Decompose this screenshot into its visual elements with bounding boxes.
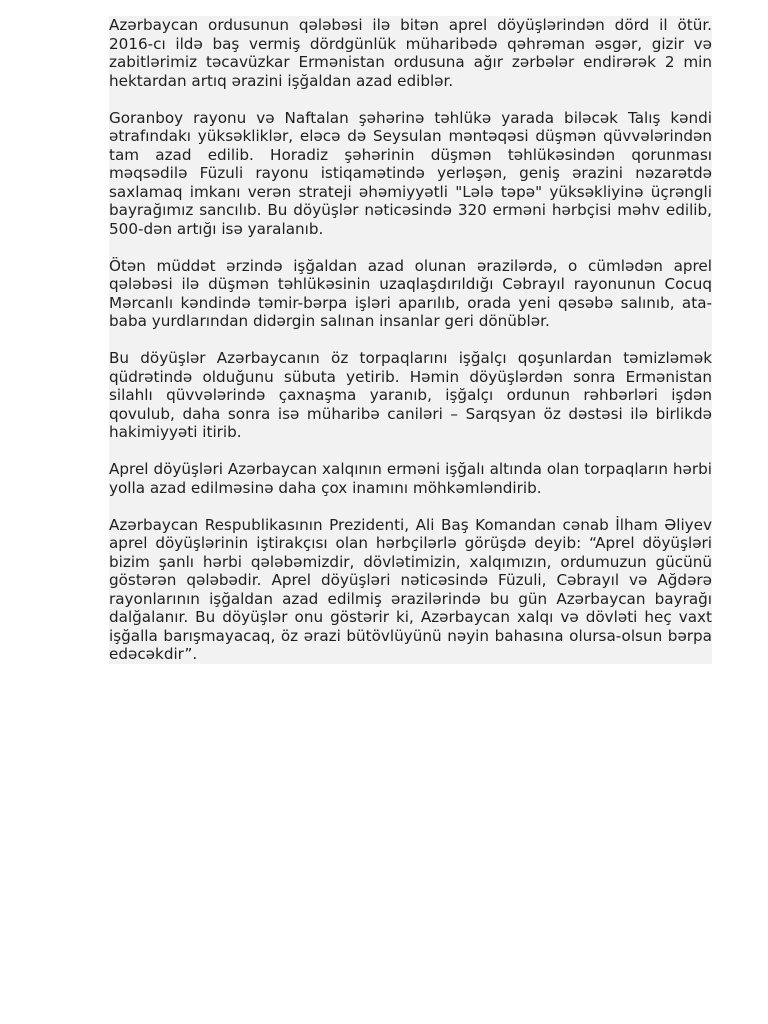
paragraph-4: Bu döyüşlər Azərbaycanın öz torpaqlarını işğalçı qoşunlardan təmizləmək qüdrətində olduğunu sübuta yetirib. Həmin döyüşlərdən sonra Ermənistan silahlı qüvvələrində çaxnaşma yaranıb, işğalçı ordunun rəhbərləri işdən qovulub, daha sonra isə müharibə caniləri – Sarqsyan öz dəstəsi ilə birlikdə hakimiyyəti itirib.: [109, 349, 712, 441]
paragraph-3: Ötən müddət ərzində işğaldan azad olunan ərazilərdə, o cümlədən aprel qələbəsi ilə düşmən təhlükəsinin uzaqlaşdırıldığı Cəbrayıl rayonunun Cocuq Mərcanlı kəndində təmir-bərpa işləri aparılıb, orada yeni qəsəbə salınıb, ata-baba yurdlarından didərgin salınan insanlar geri dönüblər.: [109, 256, 712, 330]
paragraph-2: Goranboy rayonu və Naftalan şəhərinə təhlükə yarada biləcək Talış kəndi ətrafındakı yüksəkliklər, eləcə də Seysulan məntəqəsi düşmən qüvvələrindən tam azad edilib. Horadiz şəhərinin düşmən təhlükəsindən qorunması məqsədilə Füzuli rayonu istiqamətində yerləşən, geniş ərazini nəzarətdə saxlamaq imkanı verən strateji əhəmiyyətli "Lələ təpə" yüksəkliyinə üçrəngli bayrağımız sancılıb. Bu döyüşlər nəticəsində 320 erməni hərbçisi məhv edilib, 500-dən artığı isə yaralanıb.: [109, 108, 712, 238]
paragraph-6: Azərbaycan Respublikasının Prezidenti, Ali Baş Komandan cənab İlham Əliyev aprel döyüşlərinin iştirakçısı olan hərbçilərlə görüşdə deyib: “Aprel döyüşləri bizim şanlı hərbi qələbəmizdir, dövlətimizin, xalqımızın, ordumuzun gücünü göstərən qələbədir. Aprel döyüşləri nəticəsində Füzuli, Cəbrayıl və Ağdərə rayonlarının işğaldan azad edilmiş ərazilərində bu gün Azərbaycan bayrağı dalğalanır. Bu döyüşlər onu göstərir ki, Azərbaycan xalqı və dövləti heç vaxt işğalla barışmayacaq, öz ərazi bütövlüyünü nəyin bahasına olursa-olsun bərpa edəcəkdir”.: [109, 515, 712, 663]
paragraph-5: Aprel döyüşləri Azərbaycan xalqının erməni işğalı altında olan torpaqların hərbi yolla azad edilməsinə daha çox inamını möhkəmləndirib.: [109, 460, 712, 497]
article-text-block: [109, 16, 712, 664]
paragraph-1: Azərbaycan ordusunun qələbəsi ilə bitən aprel döyüşlərindən dörd il ötür. 2016-cı ildə baş vermiş dördgünlük müharibədə qəhrəman əsgər, gizir və zabitlərimiz təcavüzkar Ermənistan ordusuna ağır zərbələr endirərək 2 min hektardan artıq ərazini işğaldan azad ediblər.: [109, 16, 712, 90]
